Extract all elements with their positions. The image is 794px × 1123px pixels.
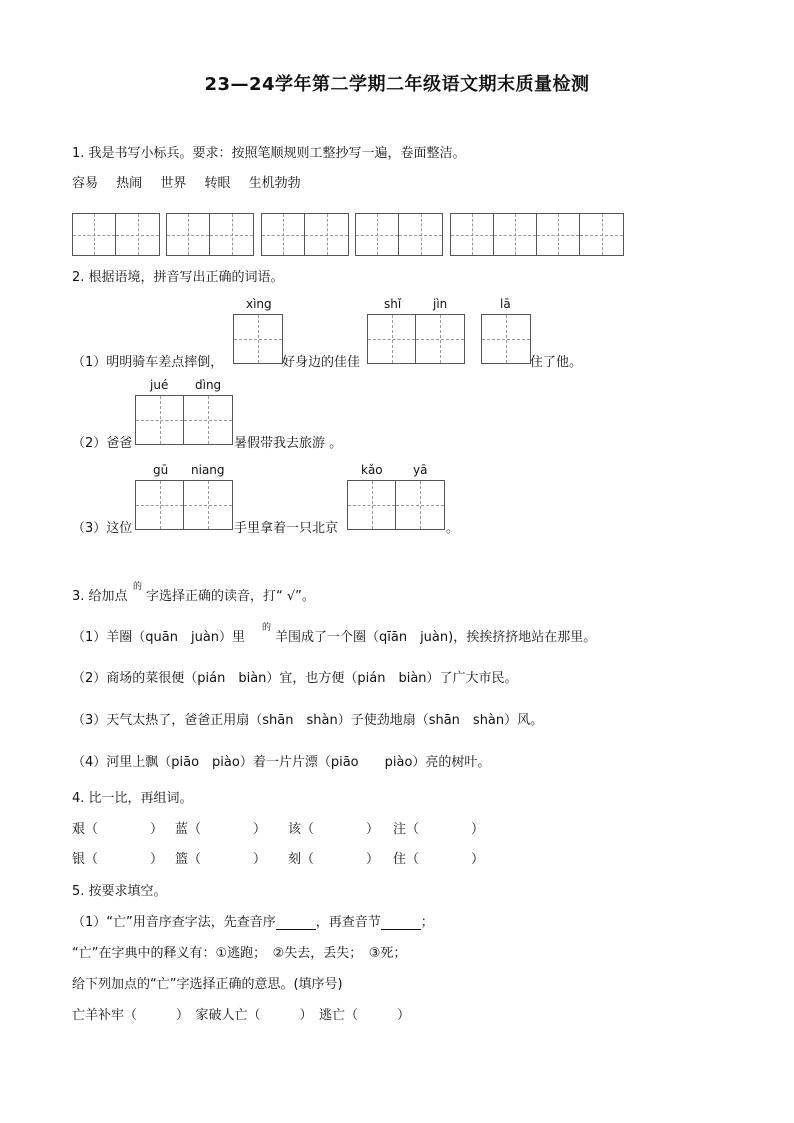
- pinyin: kǎo: [361, 463, 383, 477]
- q2-sentence-1a: （1）明明骑车差点摔倒，: [72, 355, 224, 370]
- q1-word: 热闹: [116, 176, 143, 191]
- q4-item[interactable]: 该（ ）: [288, 822, 380, 837]
- writing-grid-5[interactable]: [450, 213, 624, 256]
- dotted-char: 的: [133, 582, 143, 592]
- q3-line-3: （3）天气太热了，爸爸正用扇（shān shàn）子使劲地扇（shān shàn）风。: [72, 713, 544, 728]
- answer-box[interactable]: [347, 480, 445, 530]
- q5-line-1b: ，再查音节: [315, 915, 381, 930]
- q5-line-1a: （1）“亡”用音序查字法，先查音序: [72, 915, 276, 930]
- pinyin: yā: [413, 463, 428, 477]
- q2-sentence-3c: 。: [446, 521, 460, 536]
- pinyin: xìng: [246, 297, 272, 311]
- q1-word: 容易: [72, 176, 99, 191]
- q4-prompt: 4. 比一比，再组词。: [72, 791, 193, 806]
- fill-blank[interactable]: [381, 916, 421, 930]
- q5-line-4: 亡羊补牢（ ） 家破人亡（ ） 逃亡（ ）: [72, 1008, 411, 1023]
- dotted-char: 的: [262, 623, 272, 633]
- q3-prompt-a: 3. 给加点: [72, 589, 128, 604]
- q3-prompt-b: 字选择正确的读音，打“ √”。: [146, 589, 315, 604]
- q4-item[interactable]: 刻（ ）: [288, 852, 380, 867]
- answer-box[interactable]: [135, 395, 233, 445]
- q3-line-2: （2）商场的菜很便（pián biàn）宜，也方便（pián biàn）了广大市民。: [72, 671, 518, 686]
- writing-grid-4[interactable]: [355, 213, 443, 256]
- q5-prompt: 5. 按要求填空。: [72, 884, 167, 899]
- q1-word: 转眼: [204, 176, 231, 191]
- q4-item[interactable]: 银（ ）: [72, 852, 164, 867]
- q4-item[interactable]: 蓝（ ）: [175, 822, 267, 837]
- q3-line-1b: 羊围成了一个圈（qīān juàn)，挨挨挤挤地站在那里。: [275, 630, 597, 645]
- q4-item[interactable]: 注（ ）: [393, 822, 485, 837]
- q4-item[interactable]: 住（ ）: [393, 852, 485, 867]
- pinyin: lā: [500, 297, 511, 311]
- pinyin: jué: [150, 378, 169, 392]
- pinyin: dìng: [195, 378, 222, 392]
- pinyin: gū: [153, 463, 169, 477]
- answer-box[interactable]: [135, 480, 233, 530]
- q5-line-3: 给下列加点的“亡”字选择正确的意思。(填序号): [72, 977, 343, 992]
- q2-sentence-3a: （3）这位: [72, 521, 133, 536]
- answer-box[interactable]: [233, 314, 283, 364]
- fill-blank[interactable]: [276, 916, 316, 930]
- q5-line-2: “亡”在字典中的释义有：①逃跑； ②失去，丢失； ③死；: [72, 946, 407, 961]
- writing-grid-3[interactable]: [261, 213, 349, 256]
- writing-grid-2[interactable]: [166, 213, 254, 256]
- q2-sentence-2b: 暑假带我去旅游 。: [234, 436, 343, 451]
- q2-sentence-3b: 手里拿着一只北京: [234, 521, 339, 536]
- q2-sentence-1b: 好身边的佳佳: [282, 355, 361, 370]
- q1-word-list: [72, 172, 315, 191]
- q5-line-1c: ；: [420, 915, 434, 930]
- q5-line-1: [72, 911, 434, 930]
- q1-prompt: 1. 我是书写小标兵。要求：按照笔顺规则工整抄写一遍，卷面整洁。: [72, 146, 466, 161]
- answer-box[interactable]: [481, 314, 531, 364]
- pinyin: niang: [191, 463, 225, 477]
- q2-sentence-2a: （2）爸爸: [72, 436, 133, 451]
- pinyin: shǐ: [384, 297, 402, 311]
- q1-word: 世界: [160, 176, 187, 191]
- page-title: 23—24学年第二学期二年级语文期末质量检测: [204, 74, 590, 95]
- q4-item[interactable]: 艰（ ）: [72, 822, 164, 837]
- q1-word: 生机勃勃: [248, 176, 301, 191]
- q3-line-1a: （1）羊圈（quān juàn）里: [72, 630, 246, 645]
- q3-line-4: （4）河里上飘（piāo piào）着一片片漂（piāo piào）亮的树叶。: [72, 755, 491, 770]
- q2-prompt: 2. 根据语境，拼音写出正确的词语。: [72, 270, 284, 285]
- answer-box[interactable]: [367, 314, 465, 364]
- q2-sentence-1c: 住了他。: [530, 355, 583, 370]
- q4-item[interactable]: 篮（ ）: [175, 852, 267, 867]
- writing-grid-1[interactable]: [72, 213, 160, 256]
- pinyin: jìn: [433, 297, 448, 311]
